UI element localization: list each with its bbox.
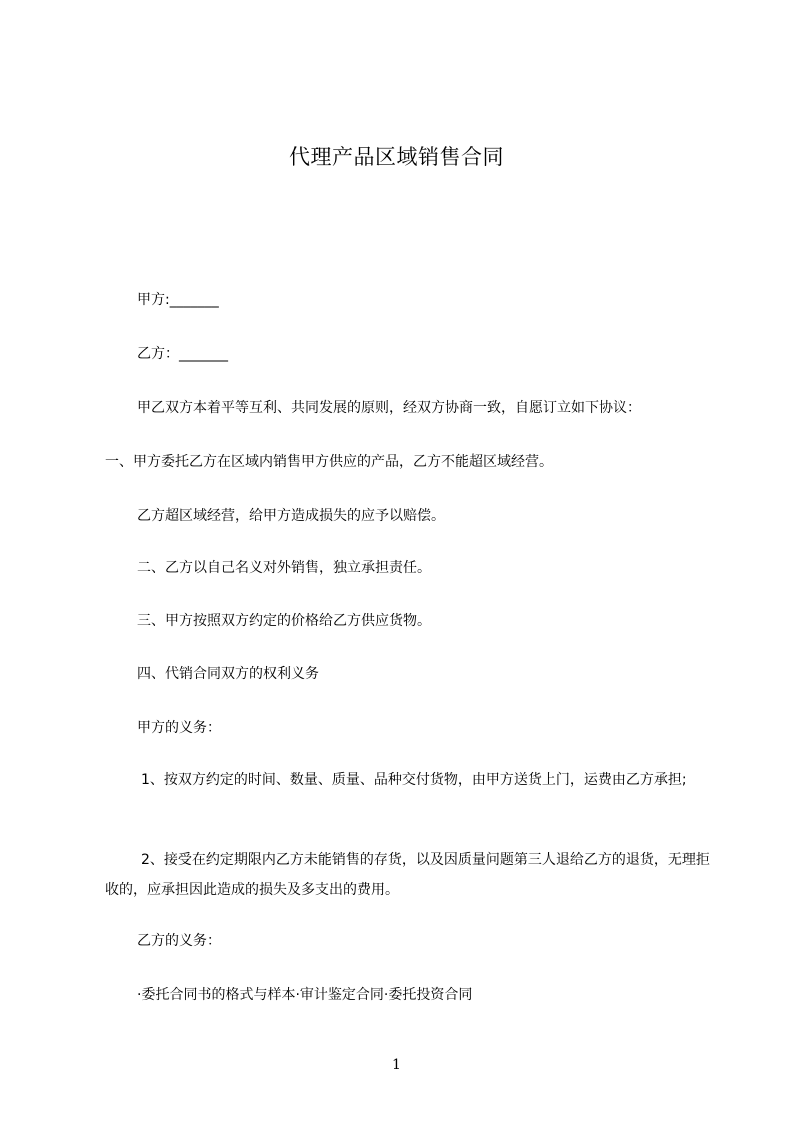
party-a-line	[105, 285, 715, 315]
clause-1-text: 一、甲方委托乙方在区域内销售甲方供应的产品，乙方不能超区域经营。	[105, 454, 553, 470]
party-b-duties-heading	[105, 926, 715, 956]
clause-4-text: 四、代销合同双方的权利义务	[137, 666, 319, 682]
related-links-line	[105, 980, 715, 1010]
party-a-duty-1-text: 1、按双方约定的时间、数量、质量、品种交付货物，由甲方送货上门，运费由乙方承担;	[141, 772, 687, 788]
clause-4-paragraph	[105, 659, 715, 689]
party-b-duties-heading-text: 乙方的义务：	[137, 933, 221, 949]
clause-2-text: 二、乙方以自己名义对外销售，独立承担责任。	[137, 560, 431, 576]
intro-text: 甲乙双方本着平等互利、共同发展的原则，经双方协商一致，自愿订立如下协议：	[137, 400, 641, 416]
clause-1-note-text: 乙方超区域经营，给甲方造成损失的应予以赔偿。	[137, 508, 445, 524]
clause-2-paragraph	[105, 553, 715, 583]
clause-3-paragraph	[105, 606, 715, 636]
clause-3-text: 三、甲方按照双方约定的价格给乙方供应货物。	[137, 613, 431, 629]
party-b-line	[105, 339, 715, 369]
page-number: 1	[392, 1057, 401, 1073]
document-title: 代理产品区域销售合同	[289, 145, 504, 169]
party-a-duty-1-paragraph	[105, 765, 715, 795]
clause-1-note-paragraph	[105, 501, 715, 531]
party-a-duty-2-paragraph	[105, 845, 715, 905]
party-b-label: 乙方：_______	[137, 346, 228, 362]
intro-paragraph	[105, 393, 715, 423]
related-links-text: ·委托合同书的格式与样本·审计鉴定合同·委托投资合同	[137, 987, 473, 1003]
party-a-label: 甲方:_______	[137, 292, 219, 308]
party-a-duties-heading	[105, 713, 715, 743]
party-a-duties-heading-text: 甲方的义务：	[137, 720, 221, 736]
clause-1-paragraph	[105, 447, 715, 477]
party-a-duty-2-text: 2、接受在约定期限内乙方未能销售的存货，以及因质量问题第三人退给乙方的退货，无理拒收的，应承担因此造成的损失及多支出的费用。	[105, 852, 710, 898]
